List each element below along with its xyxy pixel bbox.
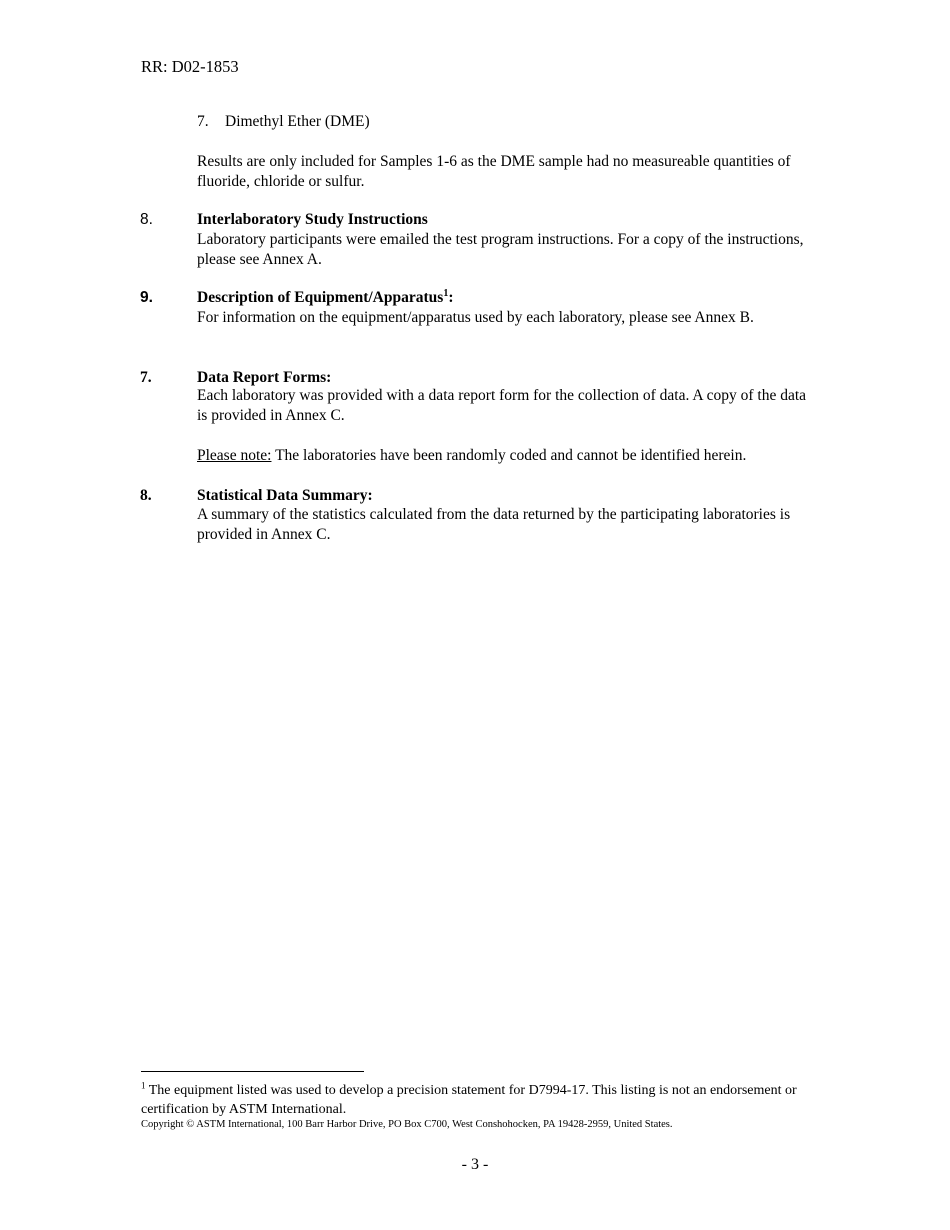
footnote-text: The equipment listed was used to develop a precision statement for D7994-17. This listing is not an endorsement or certification by ASTM International. [141,1083,797,1117]
footnote-reference[interactable]: 1 [443,287,449,299]
section-body: Laboratory participants were emailed the test program instructions. For a copy of the instructions, please see Annex A. [197,231,804,268]
document-id: RR: D02-1853 [141,57,239,76]
section-title: Interlaboratory Study Instructions [197,211,428,228]
footnote-separator [141,1071,364,1072]
dme-note: Results are only included for Samples 1-6 as the DME sample had no measureable quantities of fluoride, chloride or sulfur. [197,153,791,190]
page-number: - 3 - [461,1156,489,1173]
footnote [141,1081,801,1119]
section-number: 7. [140,369,152,386]
section-title: Statistical Data Summary: [197,487,373,504]
section-body: Each laboratory was provided with a data report form for the collection of data. A copy of the data is provided in Annex C. [197,387,807,424]
section-title: Data Report Forms: [197,369,332,386]
list-item-dme [197,112,370,132]
section-number: 8. [140,487,152,504]
section-title-suffix: : [448,289,454,306]
section-body: For information on the equipment/apparatus used by each laboratory, please see Annex B. [197,309,754,326]
please-note-label: Please note: [197,447,272,464]
section-body: A summary of the statistics calculated from the data returned by the participating laboratories is provided in Annex C. [197,506,791,543]
section-title-text: Description of Equipment/Apparatus [197,289,444,306]
please-note [197,446,837,466]
section-number: 9. [140,289,153,306]
list-item-text: Dimethyl Ether (DME) [225,113,370,130]
footnote-marker: 1 [141,1080,146,1091]
copyright-notice: Copyright © ASTM International, 100 Barr Harbor Drive, PO Box C700, West Conshohocken, PA 19428-2959, United States. [141,1119,673,1130]
section-title [197,288,453,308]
list-item-number: 7. [197,113,209,130]
section-number: 8. [140,211,153,228]
please-note-text: The laboratories have been randomly coded and cannot be identified herein. [271,447,747,464]
